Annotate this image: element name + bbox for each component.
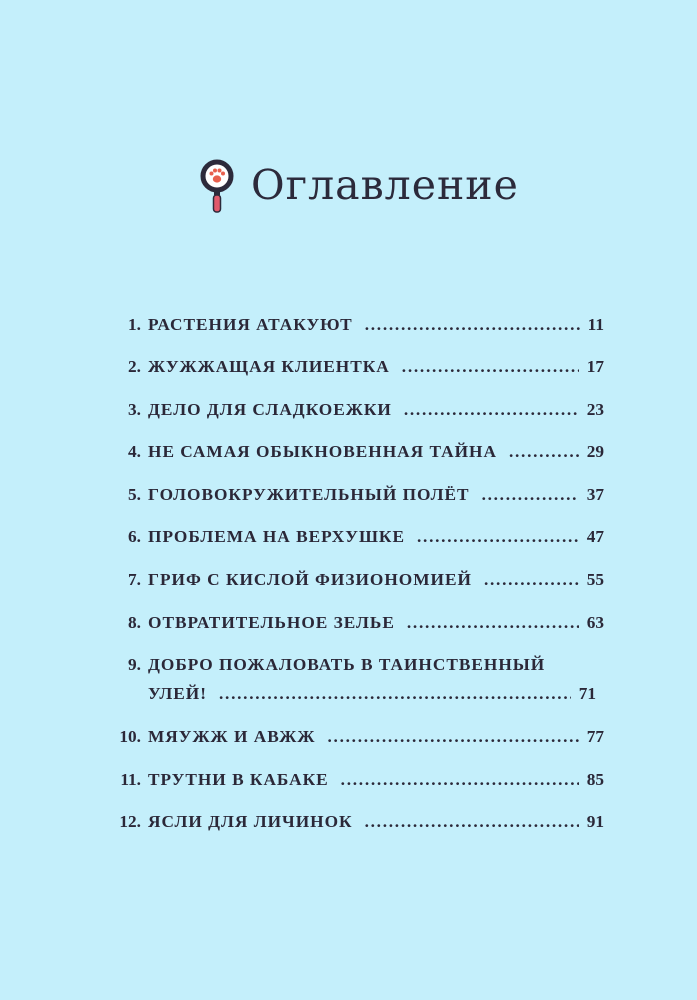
- toc-entry[interactable]: [0, 767, 697, 793]
- page-number: 17: [586, 357, 604, 376]
- dot-leader: [404, 397, 579, 423]
- magnifier-paw-icon: [200, 158, 234, 214]
- toc-entry[interactable]: [0, 524, 697, 550]
- chapter-title: ДОБРО ПОЖАЛОВАТЬ В ТАИНСТВЕННЫЙ: [148, 655, 546, 674]
- dot-leader: [219, 681, 571, 707]
- dot-leader: [341, 767, 579, 793]
- chapter-title-continued: УЛЕЙ!: [148, 684, 208, 703]
- page-number: 71: [578, 684, 596, 703]
- dot-leader: [327, 724, 578, 750]
- chapter-title: НЕ САМАЯ ОБЫКНОВЕННАЯ ТАЙНА: [148, 442, 497, 461]
- dot-leader: [417, 524, 579, 550]
- chapter-title: РАСТЕНИЯ АТАКУЮТ: [148, 315, 353, 334]
- dot-leader: [365, 809, 579, 835]
- page-number: 55: [586, 570, 604, 589]
- chapter-title: ОТВРАТИТЕЛЬНОЕ ЗЕЛЬЕ: [148, 613, 395, 632]
- chapter-title: ДЕЛО ДЛЯ СЛАДКОЕЖКИ: [148, 400, 392, 419]
- chapter-number: 7.: [128, 570, 141, 589]
- chapter-number: 3.: [128, 400, 141, 419]
- page-number: 37: [586, 485, 604, 504]
- contents-header: [0, 155, 697, 215]
- chapter-title: ЯСЛИ ДЛЯ ЛИЧИНОК: [148, 812, 353, 831]
- chapter-title: ПРОБЛЕМА НА ВЕРХУШКЕ: [148, 527, 405, 546]
- page-number: 11: [587, 315, 604, 334]
- chapter-number: 10.: [119, 727, 141, 746]
- toc-entry[interactable]: [0, 724, 697, 750]
- page-number: 29: [586, 442, 604, 461]
- toc-entry[interactable]: [0, 610, 697, 636]
- chapter-number: 6.: [128, 527, 141, 546]
- toc-entry[interactable]: [0, 652, 697, 708]
- toc-entry[interactable]: [0, 567, 697, 593]
- dot-leader: [509, 439, 579, 465]
- chapter-title: ГОЛОВОКРУЖИТЕЛЬНЫЙ ПОЛЁТ: [148, 485, 470, 504]
- dot-leader: [484, 567, 579, 593]
- toc-entry[interactable]: [0, 397, 697, 423]
- chapter-number: 11.: [120, 770, 141, 789]
- chapter-number: 9.: [128, 655, 141, 674]
- chapter-number: 1.: [128, 315, 141, 334]
- toc-entry[interactable]: [0, 312, 697, 338]
- toc-entry[interactable]: [0, 439, 697, 465]
- toc-entry[interactable]: [0, 354, 697, 380]
- page-number: 23: [586, 400, 604, 419]
- page-number: 47: [586, 527, 604, 546]
- chapter-number: 2.: [128, 357, 141, 376]
- dot-leader: [407, 610, 579, 636]
- chapter-number: 5.: [128, 485, 141, 504]
- chapter-title: МЯУЖЖ И АВЖЖ: [148, 727, 316, 746]
- dot-leader: [402, 354, 579, 380]
- page-title: Оглавление: [251, 161, 519, 209]
- page-number: 85: [586, 770, 604, 789]
- toc-entry[interactable]: [0, 482, 697, 508]
- chapter-title: ТРУТНИ В КАБАКЕ: [148, 770, 329, 789]
- dot-leader: [482, 482, 579, 508]
- chapter-number: 4.: [128, 442, 141, 461]
- page-number: 77: [586, 727, 604, 746]
- page-number: 91: [586, 812, 604, 831]
- chapter-number: 8.: [128, 613, 141, 632]
- chapter-number: 12.: [119, 812, 141, 831]
- chapter-title: ГРИФ С КИСЛОЙ ФИЗИОНОМИЕЙ: [148, 570, 472, 589]
- toc-entry[interactable]: [0, 809, 697, 835]
- chapter-title: ЖУЖЖАЩАЯ КЛИЕНТКА: [148, 357, 390, 376]
- page-number: 63: [586, 613, 604, 632]
- dot-leader: [365, 312, 580, 338]
